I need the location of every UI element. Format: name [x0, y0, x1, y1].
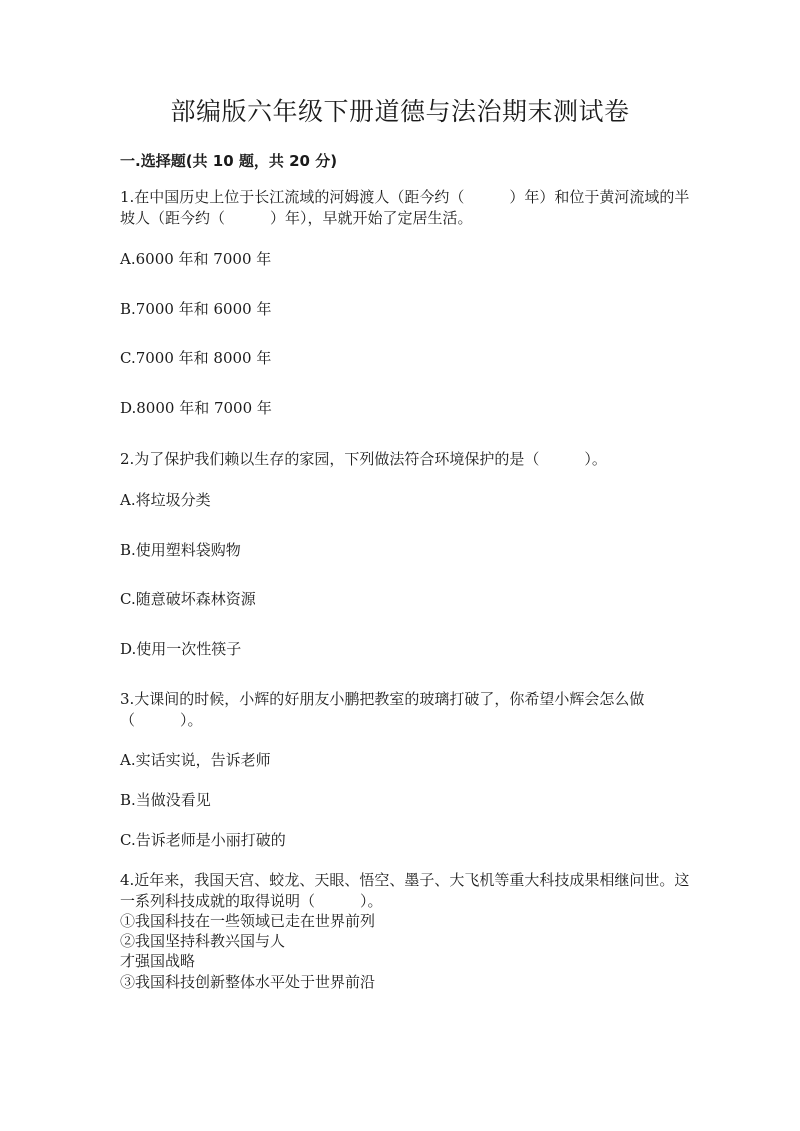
question-4-stem: 4.近年来，我国天宫、蛟龙、天眼、悟空、墨子、大飞机等重大科技成果相继问世。这一系列科技成就的取得说明（ ）。	[120, 871, 690, 910]
question-2-option-b: B.使用塑料袋购物	[120, 541, 241, 559]
question-2-option-c: C.随意破坏森林资源	[120, 590, 256, 608]
question-3-stem: 3.大课间的时候，小辉的好朋友小鹏把教室的玻璃打破了，你希望小辉会怎么做（ ）。	[120, 690, 645, 729]
question-1-option-d: D.8000 年和 7000 年	[120, 399, 272, 417]
question-1-option-a: A.6000 年和 7000 年	[120, 250, 272, 268]
section-heading: 一.选择题(共 10 题，共 20 分)	[120, 152, 338, 170]
question-4-statement-2: ②我国坚持科教兴国与人	[120, 932, 286, 950]
question-2-option-d: D.使用一次性筷子	[120, 640, 242, 658]
question-1-option-c: C.7000 年和 8000 年	[120, 349, 272, 367]
page-title: 部编版六年级下册道德与法治期末测试卷	[170, 97, 630, 126]
question-3-option-a: A.实话实说，告诉老师	[120, 751, 271, 769]
question-2-option-a: A.将垃圾分类	[120, 491, 211, 509]
question-2-stem: 2.为了保护我们赖以生存的家园，下列做法符合环境保护的是（ ）。	[120, 450, 607, 468]
question-1-option-b: B.7000 年和 6000 年	[120, 300, 272, 318]
question-1-stem: 1.在中国历史上位于长江流域的河姆渡人（距今约（ ）年）和位于黄河流域的半坡人（距今约（ ）年），早就开始了定居生活。	[120, 188, 690, 227]
question-4-statement-1: ①我国科技在一些领域已走在世界前列	[120, 912, 376, 930]
question-4-statement-2-continued: 才强国战略	[120, 952, 196, 970]
question-4-statement-3: ③我国科技创新整体水平处于世界前沿	[120, 973, 376, 991]
question-3-option-b: B.当做没看见	[120, 791, 211, 809]
question-3-option-c: C.告诉老师是小丽打破的	[120, 831, 286, 849]
